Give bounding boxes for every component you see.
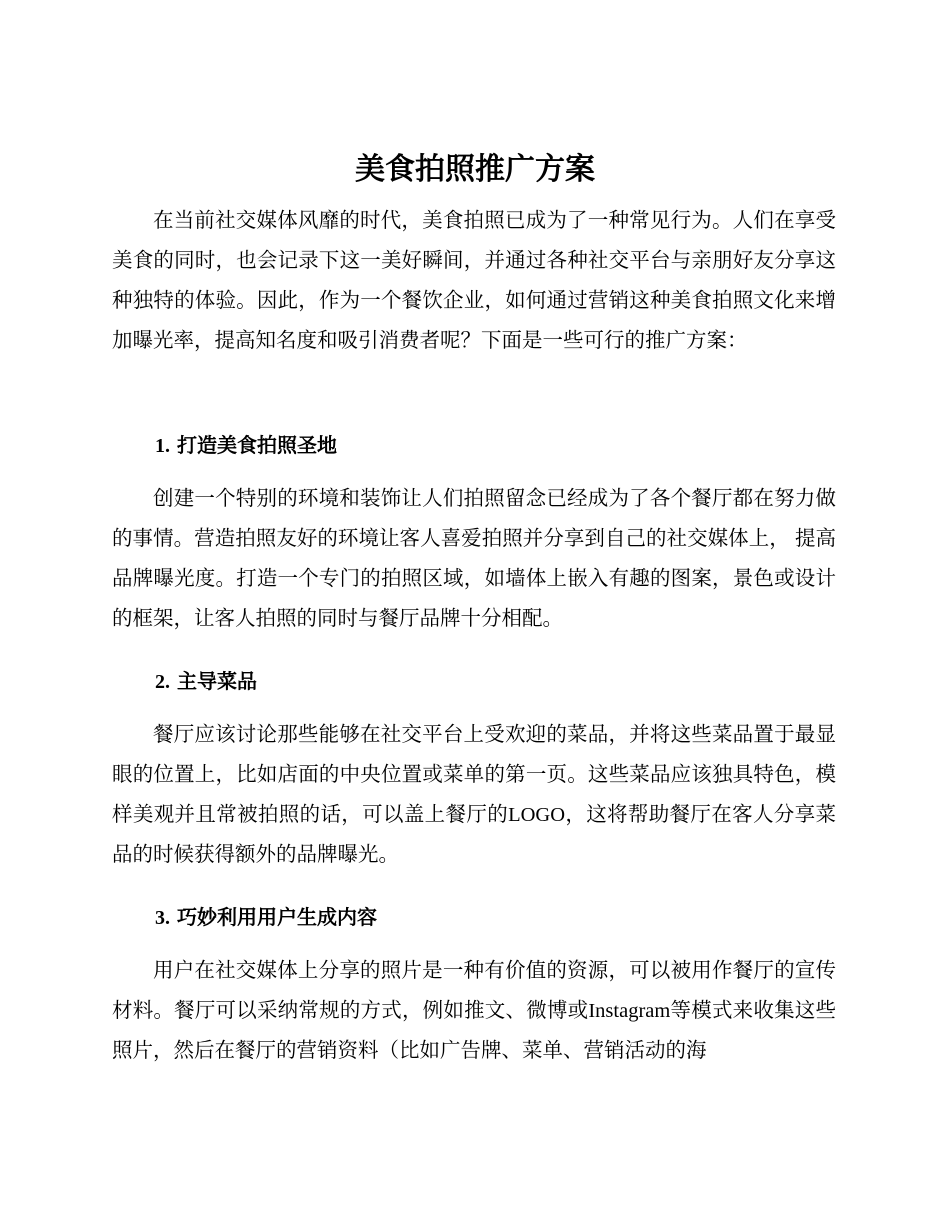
section-2-heading xyxy=(155,666,257,697)
section-1-title: 打造美食拍照圣地 xyxy=(176,433,337,457)
document-title: 美食拍照推广方案 xyxy=(355,152,595,187)
section-3-paragraph: 用户在社交媒体上分享的照片是一种有价值的资源，可以被用作餐厅的宣传材料。餐厅可以采纳常规的方式，例如推文、微博或Instagram等模式来收集这些照片，然后在餐厅的营销资料（比如广告牌、菜单、营销活动的海 xyxy=(112,960,836,1062)
section-1-number: 1. xyxy=(155,435,170,457)
intro-paragraph: 在当前社交媒体风靡的时代，美食拍照已成为了一种常见行为。人们在享受美食的同时，也会记录下这一美好瞬间，并通过各种社交平台与亲朋好友分享这种独特的体验。因此，作为一个餐饮企业，如何通过营销这种美食拍照文化来增加曝光率，提高知名度和吸引消费者呢？下面是一些可行的推广方案： xyxy=(112,210,836,352)
section-3-title: 巧妙利用用户生成内容 xyxy=(176,905,377,929)
section-3-heading xyxy=(155,902,377,933)
section-1-heading xyxy=(155,430,337,461)
section-2-number: 2. xyxy=(155,671,170,693)
section-2-title: 主导菜品 xyxy=(176,669,257,693)
section-2-paragraph: 餐厅应该讨论那些能够在社交平台上受欢迎的菜品，并将这些菜品置于最显眼的位置上，比如店面的中央位置或菜单的第一页。这些菜品应该独具特色，模样美观并且常被拍照的话，可以盖上餐厅的LOGO，这将帮助餐厅在客人分享菜品的时候获得额外的品牌曝光。 xyxy=(112,724,836,866)
section-1-paragraph: 创建一个特别的环境和装饰让人们拍照留念已经成为了各个餐厅都在努力做的事情。营造拍照友好的环境让客人喜爱拍照并分享到自己的社交媒体上， 提高品牌曝光度。打造一个专门的拍照区域，如墙体上嵌入有趣的图案，景色或设计的框架，让客人拍照的同时与餐厅品牌十分相配。 xyxy=(112,488,836,630)
section-3-number: 3. xyxy=(155,907,170,929)
